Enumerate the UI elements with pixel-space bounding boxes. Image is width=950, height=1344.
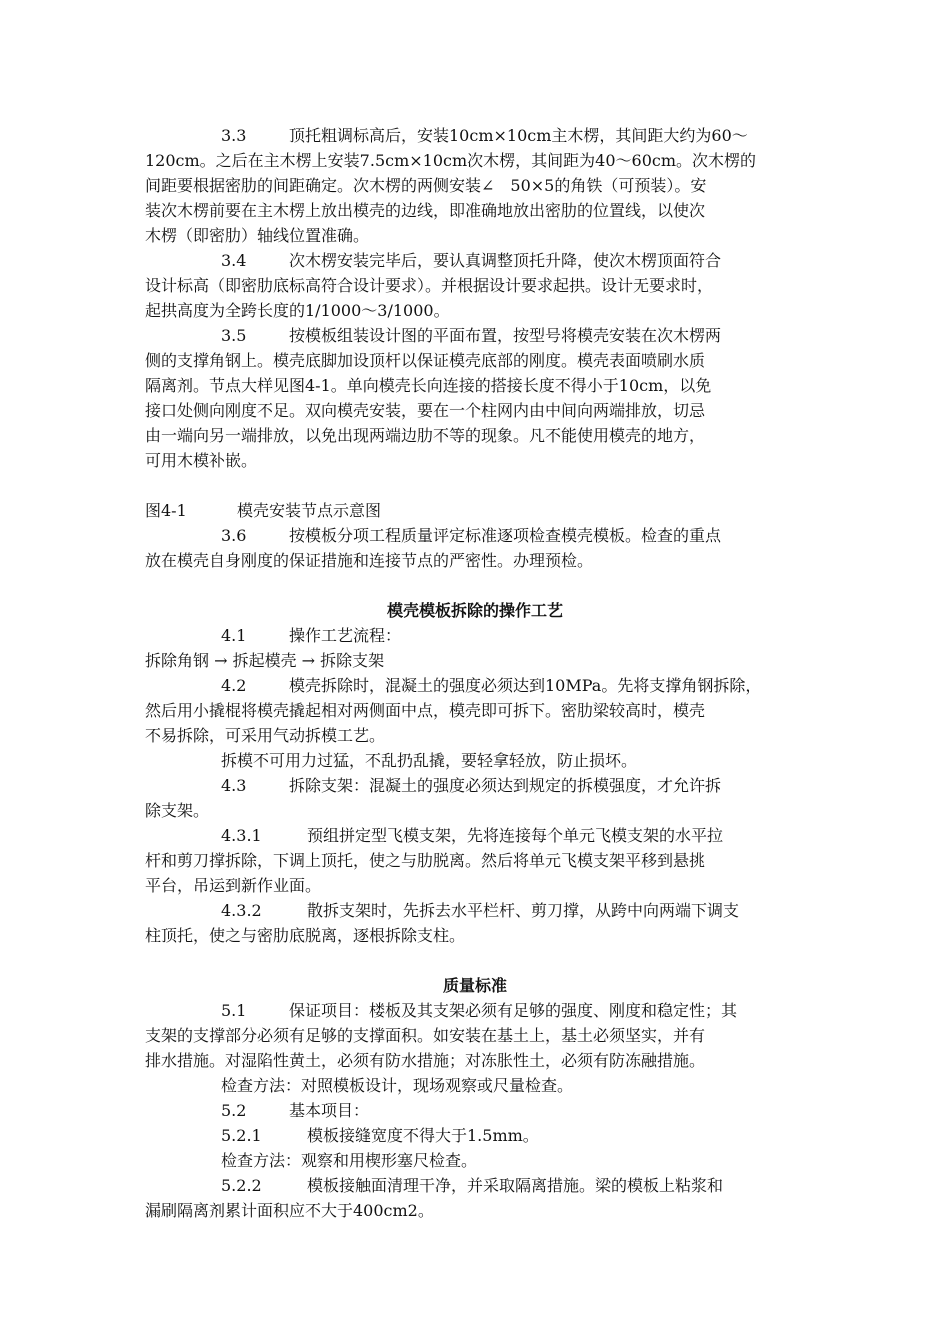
paragraph-line: 起拱高度为全跨长度的1/1000～3/1000。	[145, 301, 450, 320]
section-number: 3.6	[221, 526, 247, 545]
paragraph-text: 模壳拆除时，混凝土的强度必须达到10MPa。先将支撑角钢拆除，	[289, 676, 762, 695]
section-heading: 质量标准	[442, 976, 507, 995]
paragraph-line: 接口处侧向刚度不足。双向模壳安装，要在一个柱网内由中间向两端排放，切忌	[145, 401, 706, 420]
paragraph-line: 侧的支撑角钢上。模壳底脚加设顶杆以保证模壳底部的刚度。模壳表面喷刷水质	[145, 351, 706, 370]
paragraph-4-3	[221, 774, 721, 798]
section-number: 4.1	[221, 626, 247, 645]
paragraph-line: 拆模不可用力过猛，不乱扔乱撬，要轻拿轻放，防止损坏。	[221, 751, 638, 770]
paragraph-5-2-2	[221, 1174, 723, 1198]
paragraph-text: 按模板分项工程质量评定标准逐项检查模壳模板。检查的重点	[289, 526, 722, 545]
paragraph-line: 平台，吊运到新作业面。	[145, 876, 322, 895]
paragraph-line: 柱顶托，使之与密肋底脱离，逐根拆除支柱。	[145, 926, 466, 945]
paragraph-text: 次木楞安装完毕后，要认真调整顶托升降，使次木楞顶面符合	[289, 251, 722, 270]
paragraph-line: 隔离剂。节点大样见图4-1。单向模壳长向连接的搭接长度不得小于10cm，以免	[145, 376, 712, 395]
paragraph-4-3-1	[221, 824, 723, 848]
figure-number: 图4-1	[145, 501, 187, 520]
section-heading: 模壳模板拆除的操作工艺	[386, 601, 563, 620]
paragraph-4-3-2	[221, 899, 739, 923]
paragraph-line: 木楞（即密肋）轴线位置准确。	[145, 226, 370, 245]
paragraph-3-6	[221, 524, 721, 548]
section-number: 3.4	[221, 251, 247, 270]
paragraph-3-4	[221, 249, 721, 273]
paragraph-text: 散拆支架时，先拆去水平栏杆、剪刀撑，从跨中向两端下调支	[307, 901, 740, 920]
paragraph-text: 保证项目：楼板及其支架必须有足够的强度、刚度和稳定性；其	[289, 1001, 738, 1020]
paragraph-line: 然后用小撬棍将模壳撬起相对两侧面中点，模壳即可拆下。密肋梁较高时，模壳	[145, 701, 706, 720]
paragraph-4-1	[221, 624, 401, 648]
paragraph-text: 顶托粗调标高后，安装10cm×10cm主木楞，其间距大约为60～	[289, 126, 748, 145]
paragraph-line: 设计标高（即密肋底标高符合设计要求）。并根据设计要求起拱。设计无要求时，	[145, 276, 714, 295]
figure-caption	[145, 499, 381, 523]
figure-title: 模壳安装节点示意图	[237, 501, 382, 520]
paragraph-line: 杆和剪刀撑拆除，下调上顶托，使之与肋脱离。然后将单元飞模支架平移到悬挑	[145, 851, 706, 870]
paragraph-3-5	[221, 324, 721, 348]
paragraph-line: 检查方法：观察和用楔形塞尺检查。	[221, 1151, 478, 1170]
paragraph-5-2-1	[221, 1124, 539, 1148]
paragraph-text: 模板接触面清理干净，并采取隔离措施。梁的模板上粘浆和	[307, 1176, 724, 1195]
process-flow: 拆除角钢 → 拆起模壳 → 拆除支架	[145, 651, 385, 670]
section-number: 4.2	[221, 676, 247, 695]
paragraph-line: 不易拆除，可采用气动拆模工艺。	[145, 726, 386, 745]
paragraph-line: 除支架。	[145, 801, 210, 820]
section-number: 5.1	[221, 1001, 247, 1020]
section-number: 3.5	[221, 326, 247, 345]
paragraph-text: 基本项目：	[289, 1101, 370, 1120]
paragraph-4-2	[221, 674, 761, 698]
section-number: 5.2	[221, 1101, 247, 1120]
section-number: 4.3.1	[221, 826, 262, 845]
paragraph-5-2	[221, 1099, 369, 1123]
paragraph-line: 装次木楞前要在主木楞上放出模壳的边线，即准确地放出密肋的位置线，以使次	[145, 201, 706, 220]
paragraph-line: 由一端向另一端排放，以免出现两端边肋不等的现象。凡不能使用模壳的地方，	[145, 426, 706, 445]
paragraph-text: 操作工艺流程：	[289, 626, 402, 645]
paragraph-line: 支架的支撑部分必须有足够的支撑面积。如安装在基土上，基土必须坚实，并有	[145, 1026, 706, 1045]
paragraph-line: 间距要根据密肋的间距确定。次木楞的两侧安装∠ 50×5的角铁（可预装）。安	[145, 176, 707, 195]
paragraph-line: 放在模壳自身刚度的保证措施和连接节点的严密性。办理预检。	[145, 551, 594, 570]
section-number: 4.3.2	[221, 901, 262, 920]
paragraph-line: 可用木模补嵌。	[145, 451, 258, 470]
paragraph-line: 120cm。之后在主木楞上安装7.5cm×10cm次木楞，其间距为40～60cm。次木楞的	[145, 151, 757, 170]
paragraph-text: 模板接缝宽度不得大于1.5mm。	[307, 1126, 539, 1145]
paragraph-3-3	[221, 124, 748, 148]
section-number: 5.2.2	[221, 1176, 262, 1195]
paragraph-5-1	[221, 999, 737, 1023]
section-number: 5.2.1	[221, 1126, 262, 1145]
paragraph-line: 检查方法：对照模板设计，现场观察或尺量检查。	[221, 1076, 574, 1095]
paragraph-text: 拆除支架：混凝土的强度必须达到规定的拆模强度，才允许拆	[289, 776, 722, 795]
section-number: 4.3	[221, 776, 247, 795]
paragraph-text: 预组拼定型飞模支架，先将连接每个单元飞模支架的水平拉	[307, 826, 724, 845]
paragraph-text: 按模板组装设计图的平面布置，按型号将模壳安装在次木楞两	[289, 326, 722, 345]
paragraph-line: 漏刷隔离剂累计面积应不大于400cm2。	[145, 1201, 434, 1220]
section-number: 3.3	[221, 126, 247, 145]
paragraph-line: 排水措施。对湿陷性黄土，必须有防水措施；对冻胀性土，必须有防冻融措施。	[145, 1051, 706, 1070]
